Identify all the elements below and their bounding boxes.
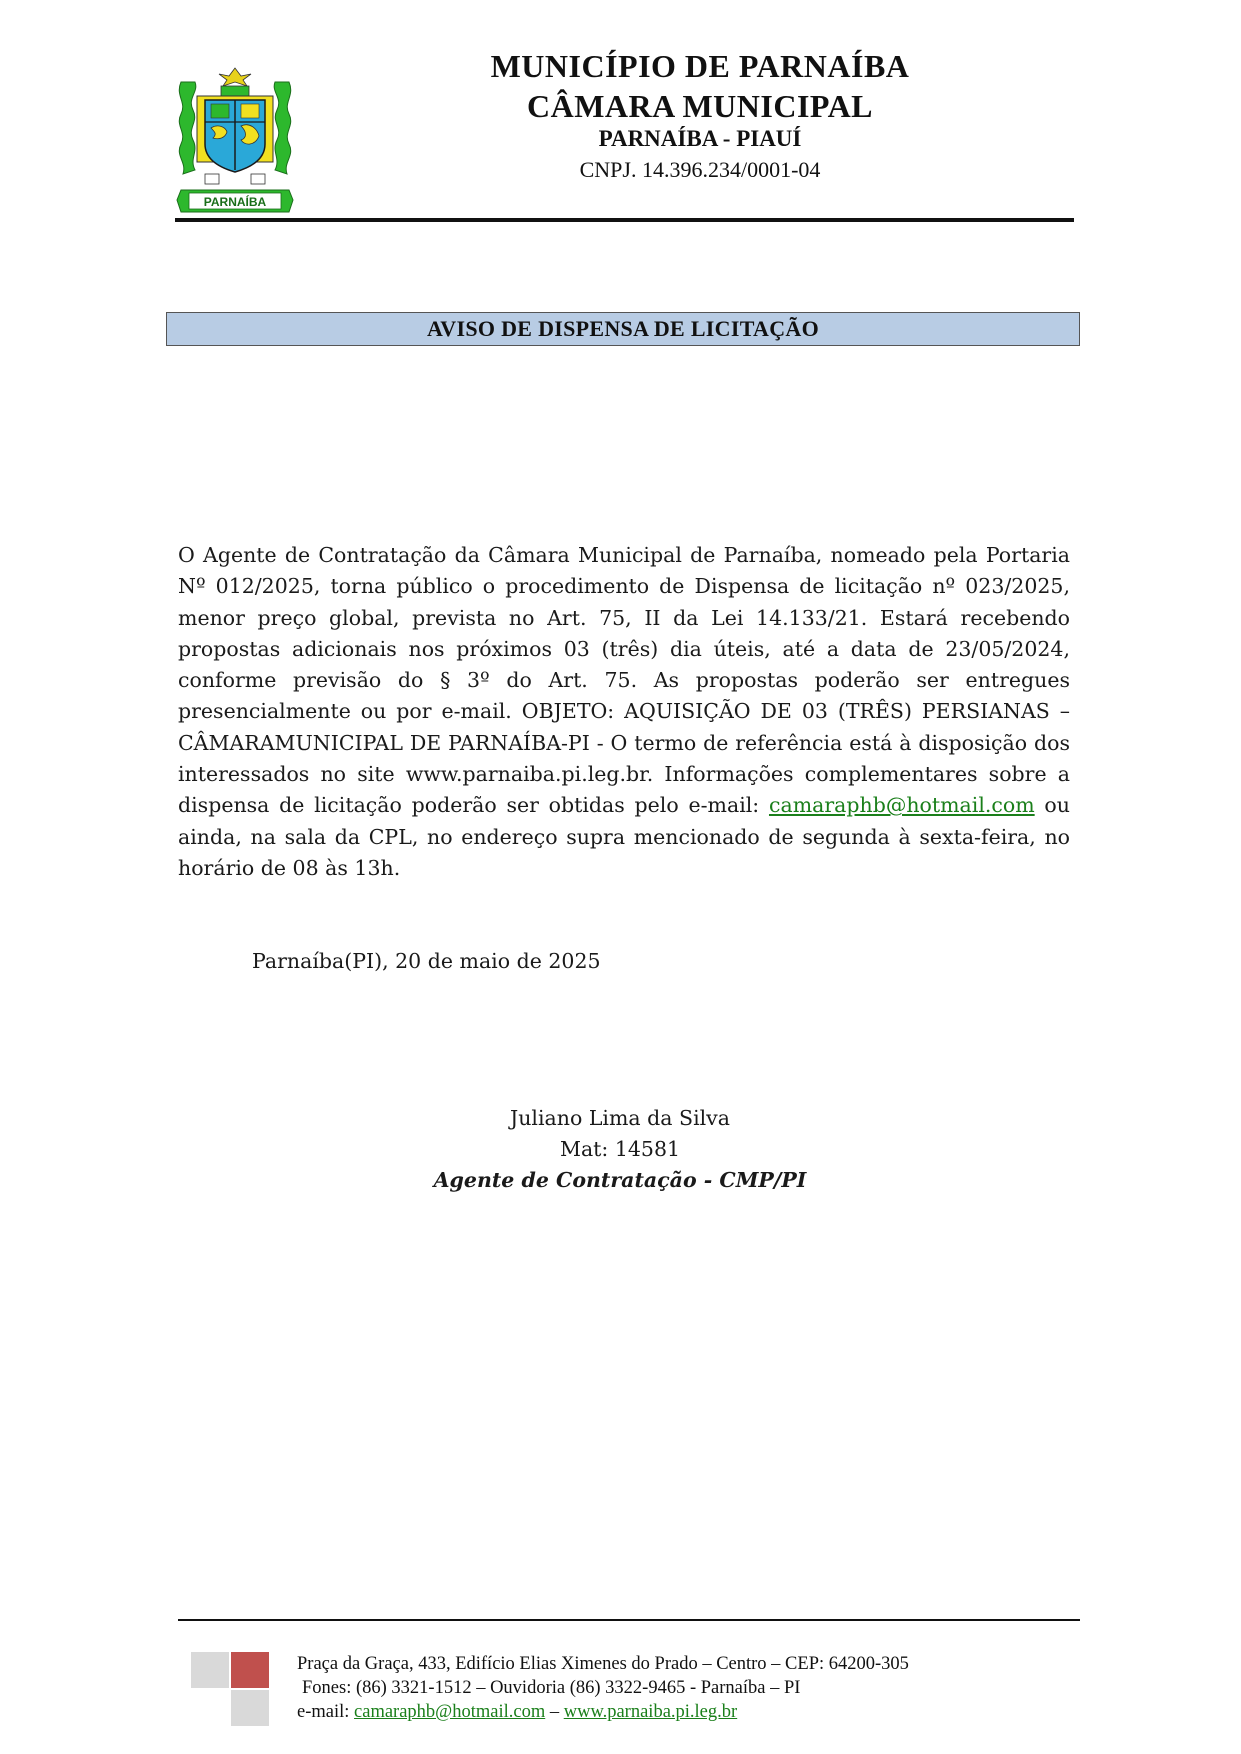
footer-divider xyxy=(178,1619,1080,1621)
body-text-main: O Agente de Contratação da Câmara Municipal de Parnaíba, nomeado pela Portaria Nº 012/2025, torna público o procedimento de Dispensa de licitação nº 023/2025, menor preço global, prevista no Art. 75, II da Lei 14.133/21. Estará recebendo propostas adicionais nos próximos 03 (três) dia úteis, até a data de 23/05/2024, conforme previsão do § 3º do Art. 75. As propostas poderão ser entregues presencialmente ou por e-mail. OBJETO: AQUISIÇÃO DE 03 (TRÊS) PERSIANAS – CÂMARAMUNICIPAL DE PARNAÍBA-PI - O termo de referência está à disposição dos interessados no site www.parnaiba.pi.leg.br. Informações complementares sobre a dispensa de licitação poderão ser obtidas pelo e-mail: xyxy=(178,543,1070,818)
header-chamber: CÂMARA MUNICIPAL xyxy=(526,88,874,124)
footer-separator: – xyxy=(549,1702,560,1722)
footer-site-link[interactable]: www.parnaiba.pi.leg.br xyxy=(563,1702,738,1722)
footer-contacts xyxy=(297,1702,737,1723)
notice-body xyxy=(178,540,1070,884)
document-title: AVISO DE DISPENSA DE LICITAÇÃO xyxy=(166,312,1080,346)
footer-phones: Fones: (86) 3321-1512 – Ouvidoria (86) 3322-9465 - Parnaíba – PI xyxy=(302,1678,801,1698)
parnaiba-coat-of-arms-logo xyxy=(175,66,295,216)
header-municipality: MUNICÍPIO DE PARNAÍBA xyxy=(490,48,910,84)
footer-square-gray-bottom xyxy=(231,1690,269,1726)
crest-ribbon-text: PARNAÍBA xyxy=(203,195,267,209)
footer-address: Praça da Graça, 433, Edifício Elias Ximenes do Prado – Centro – CEP: 64200-305 xyxy=(297,1654,909,1674)
header-divider xyxy=(175,218,1074,222)
footer-decorative-squares xyxy=(191,1652,271,1726)
header-city-state: PARNAÍBA - PIAUÍ xyxy=(598,126,802,151)
signatory-name: Juliano Lima da Silva xyxy=(510,1106,730,1130)
body-text-tail: ou ainda, na sala da CPL, no endereço supra mencionado de segunda à sexta-feira, no horário de 08 às 13h. xyxy=(178,793,1070,880)
footer-square-gray-top xyxy=(191,1652,229,1688)
footer-square-red xyxy=(231,1652,269,1688)
body-email-link[interactable]: camaraphb@hotmail.com xyxy=(768,793,1035,818)
footer-email-label: e-mail: xyxy=(297,1702,350,1722)
header-cnpj: CNPJ. 14.396.234/0001-04 xyxy=(579,157,821,182)
footer-email-link[interactable]: camaraphb@hotmail.com xyxy=(354,1702,546,1722)
signatory-role: Agente de Contratação - CMP/PI xyxy=(433,1168,807,1192)
signatory-registration: Mat: 14581 xyxy=(559,1137,681,1161)
date-line: Parnaíba(PI), 20 de maio de 2025 xyxy=(252,949,601,973)
